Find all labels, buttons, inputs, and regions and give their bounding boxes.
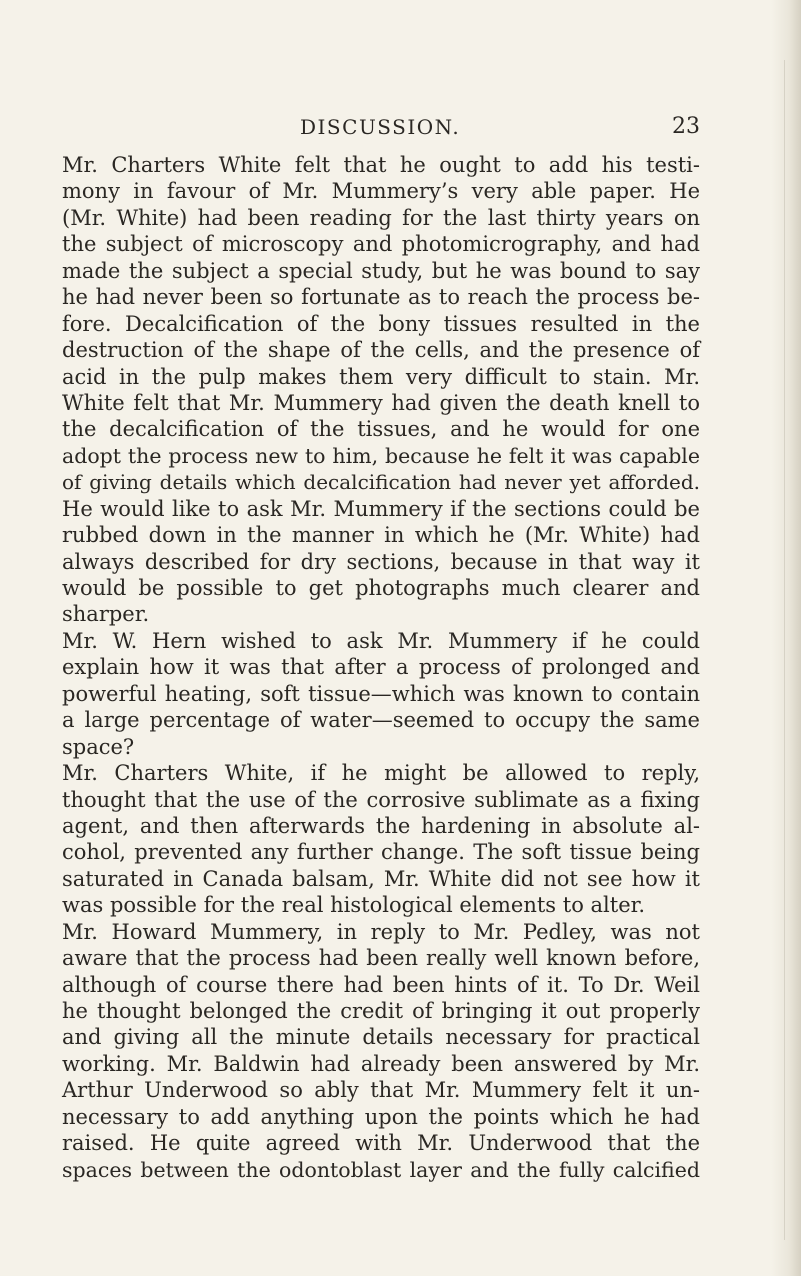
- text-line: always described for dry sections, because in that way it: [62, 549, 700, 574]
- text-line: necessary to add anything upon the points which he had: [62, 1104, 700, 1129]
- text-line: powerful heating, soft tissue—which was known to contain: [62, 681, 700, 706]
- text-line: saturated in Canada balsam, Mr. White did not see how it: [62, 866, 700, 891]
- text-line: sharper.: [62, 602, 150, 627]
- text-line: Mr. Charters White, if he might be allowed to reply,: [62, 761, 700, 786]
- text-line: rubbed down in the manner in which he (Mr. White) had: [62, 523, 700, 548]
- text-line: would be possible to get photographs much clearer and: [62, 576, 700, 600]
- text-line: mony in favour of Mr. Mummery’s very able paper. He: [62, 179, 700, 204]
- text-line: fore. Decalcification of the bony tissues resulted in the: [62, 311, 700, 336]
- text-line: and giving all the minute details necessary for practical: [62, 1025, 700, 1050]
- text-line: was possible for the real histological elements to alter.: [62, 893, 646, 918]
- page-number: 23: [672, 114, 700, 139]
- running-head: [300, 112, 700, 142]
- text-line: explain how it was that after a process of prolonged and: [62, 655, 700, 680]
- text-line: acid in the pulp makes them very difficult to stain. Mr.: [62, 364, 700, 389]
- text-line: he thought belonged the credit of bringing it out properly: [62, 999, 700, 1023]
- text-line: aware that the process had been really well known before,: [62, 946, 700, 971]
- text-line: of giving details which decalcification had never yet afforded.: [62, 470, 700, 495]
- text-line: agent, and then afterwards the hardening in absolute al-: [62, 813, 700, 838]
- text-line: Mr. Charters White felt that he ought to add his testi-: [62, 153, 700, 177]
- page-edge-shadow: [771, 0, 801, 1276]
- text-line: (Mr. White) had been reading for the last thirty years on: [62, 205, 700, 230]
- text-line: although of course there had been hints of it. To Dr. Weil: [62, 972, 700, 997]
- text-line: the subject of microscopy and photomicrography, and had: [62, 232, 700, 257]
- text-line: adopt the process new to him, because he felt it was capable: [62, 443, 700, 468]
- text-line: raised. He quite agreed with Mr. Underwood that the: [62, 1131, 700, 1156]
- text-line: made the subject a special study, but he was bound to say: [62, 258, 700, 283]
- text-line: Mr. Howard Mummery, in reply to Mr. Pedley, was not: [62, 919, 700, 944]
- text-line: Mr. W. Hern wished to ask Mr. Mummery if he could: [62, 628, 700, 653]
- text-line: a large percentage of water—seemed to occupy the same: [62, 708, 700, 733]
- running-title: DISCUSSION.: [300, 115, 461, 139]
- text-line: destruction of the shape of the cells, and the presence of: [62, 338, 700, 363]
- text-line: the decalcification of the tissues, and he would for one: [62, 417, 700, 442]
- text-line: thought that the use of the corrosive sublimate as a fixing: [62, 787, 700, 812]
- text-line: spaces between the odontoblast layer and the fully calcified: [62, 1157, 700, 1182]
- body-text: [62, 152, 700, 1183]
- text-line: White felt that Mr. Mummery had given the death knell to: [62, 390, 700, 415]
- text-line: Arthur Underwood so ably that Mr. Mummery felt it un-: [62, 1078, 700, 1103]
- text-line: space?: [62, 734, 135, 759]
- text-line: He would like to ask Mr. Mummery if the sections could be: [62, 496, 700, 521]
- text-line: cohol, prevented any further change. The soft tissue being: [62, 840, 700, 865]
- text-line: he had never been so fortunate as to reach the process be-: [62, 285, 700, 310]
- text-line: working. Mr. Baldwin had already been answered by Mr.: [62, 1051, 700, 1076]
